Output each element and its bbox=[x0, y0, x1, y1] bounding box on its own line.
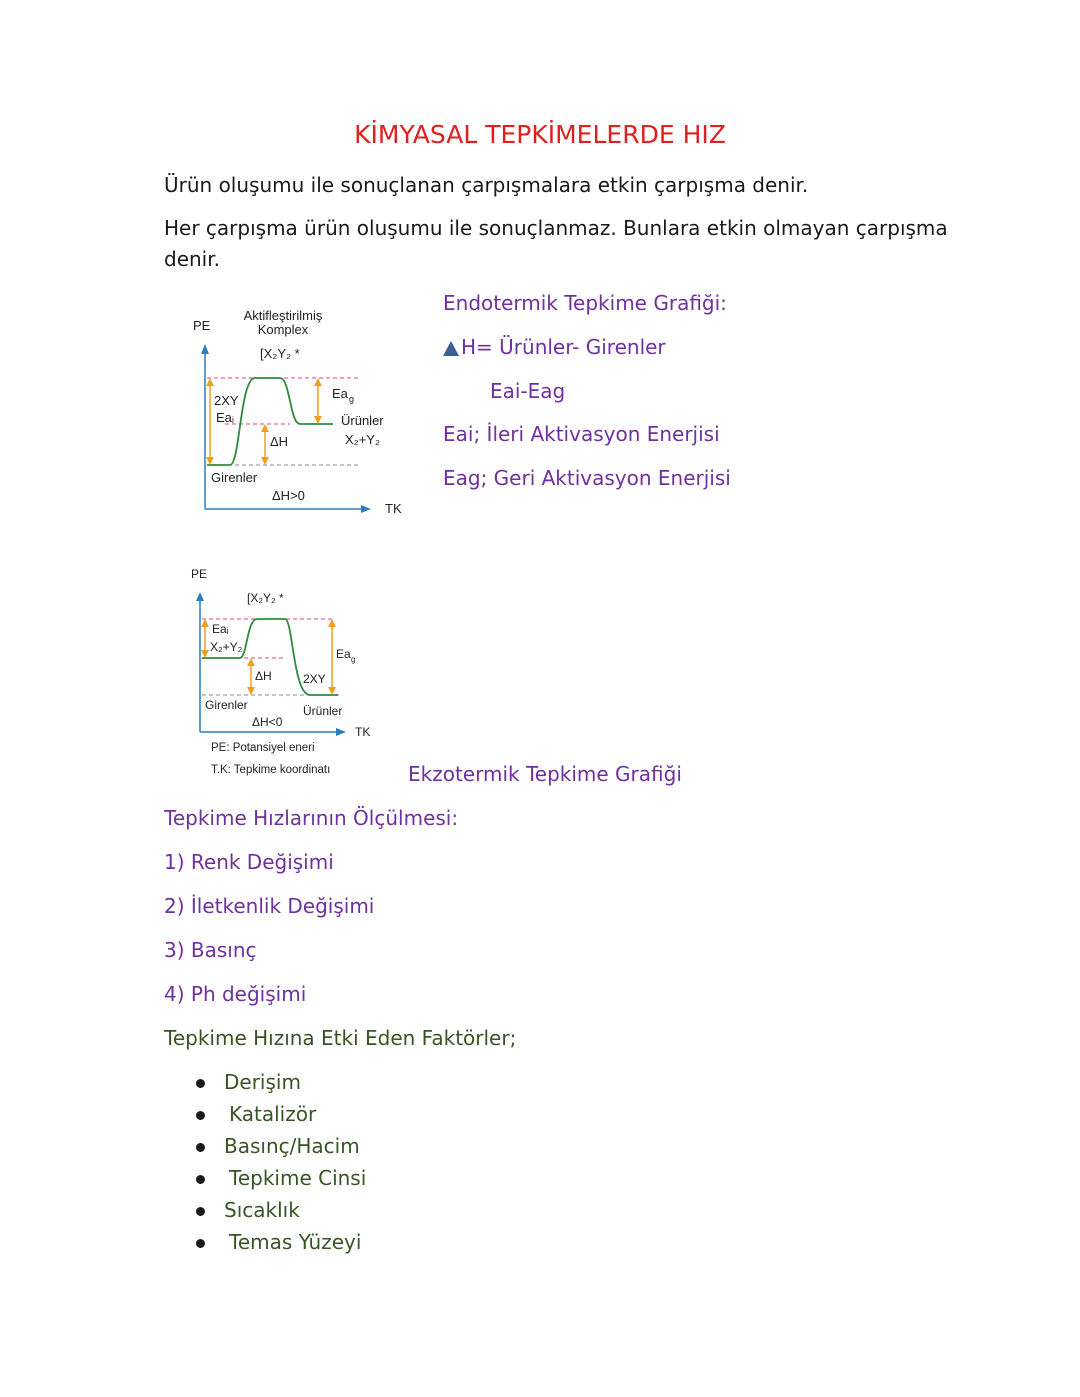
bullet-icon bbox=[196, 1175, 205, 1184]
paragraph-ineffective-line1: Her çarpışma ürün oluşumu ile sonuçlanmaz. Bunlara etkin olmayan çarpışma bbox=[164, 216, 948, 240]
label-dh-negative: ΔH<0 bbox=[252, 715, 283, 729]
pe-axis-label: PE bbox=[193, 318, 211, 333]
factor-item: Sıcaklık bbox=[224, 1198, 300, 1222]
label-ea-i: Eaᵢ bbox=[216, 410, 234, 425]
factor-item: Derişim bbox=[224, 1070, 301, 1094]
measure-heading: Tepkime Hızlarının Ölçülmesi: bbox=[164, 806, 459, 830]
endo-heading: Endotermik Tepkime Grafiği: bbox=[443, 291, 727, 315]
endothermic-diagram bbox=[185, 300, 425, 525]
label-girenler: Girenler bbox=[211, 470, 258, 485]
page-title: KİMYASAL TEPKİMELERDE HIZ bbox=[354, 120, 726, 149]
x-axis-arrow-icon bbox=[361, 505, 371, 513]
measure-item: 1) Renk Değişimi bbox=[164, 850, 334, 874]
svg-text:g: g bbox=[349, 394, 355, 404]
paragraph-effective-collision: Ürün oluşumu ile sonuçlanan çarpışmalara etkin çarpışma denir. bbox=[164, 173, 809, 197]
label-2xy: 2XY bbox=[214, 393, 239, 408]
label-ea-g: Ea bbox=[332, 386, 348, 401]
paragraph-ineffective-line2: denir. bbox=[164, 247, 220, 271]
complex-label-line1: Aktifleştirilmiş bbox=[243, 308, 323, 323]
factor-item: Tepkime Cinsi bbox=[229, 1166, 367, 1190]
label-urunler: Ürünler bbox=[341, 413, 384, 428]
label-delta-h: ΔH bbox=[270, 434, 289, 449]
y-axis-arrow-icon bbox=[196, 592, 204, 601]
svg-text:g: g bbox=[351, 655, 356, 664]
label-ea-i: Eaᵢ bbox=[212, 622, 229, 636]
label-urunler: Ürünler bbox=[303, 704, 343, 718]
label-girenler: Girenler bbox=[205, 698, 248, 712]
label-tk: TK bbox=[355, 725, 371, 739]
delta-triangle-icon bbox=[443, 341, 459, 356]
measure-item: 4) Ph değişimi bbox=[164, 982, 307, 1006]
bullet-icon bbox=[196, 1143, 205, 1152]
factors-heading: Tepkime Hızına Etki Eden Faktörler; bbox=[164, 1026, 517, 1050]
endo-delta-h: H= Ürünler- Girenler bbox=[443, 335, 666, 359]
legend-pe: PE: Potansiyel eneri bbox=[211, 742, 315, 754]
legend-tk: T.K: Tepkime koordinatı bbox=[211, 764, 331, 776]
bullet-icon bbox=[196, 1079, 205, 1088]
label-ea-g: Ea bbox=[336, 647, 351, 661]
pe-axis-label: PE bbox=[191, 567, 208, 581]
endo-eai: Eai; İleri Aktivasyon Enerjisi bbox=[443, 422, 720, 446]
factor-item: Katalizör bbox=[229, 1102, 317, 1126]
measure-item: 2) İletkenlik Değişimi bbox=[164, 894, 375, 918]
label-tk: TK bbox=[385, 501, 402, 516]
exo-heading: Ekzotermik Tepkime Grafiği bbox=[408, 762, 682, 786]
complex-label-line2: Komplex bbox=[257, 322, 309, 337]
measure-item: 3) Basınç bbox=[164, 938, 257, 962]
label-delta-h: ΔH bbox=[255, 669, 272, 683]
exothermic-diagram bbox=[185, 560, 385, 785]
factor-item: Basınç/Hacim bbox=[224, 1134, 360, 1158]
bullet-icon bbox=[196, 1239, 205, 1248]
label-dh-positive: ΔH>0 bbox=[272, 488, 305, 503]
label-x2y2: X₂+Y₂ bbox=[345, 432, 381, 447]
complex-formula: [X₂Y₂ * bbox=[247, 591, 284, 605]
bullet-icon bbox=[196, 1111, 205, 1120]
complex-formula: [X₂Y₂ * bbox=[260, 346, 300, 361]
factor-item: Temas Yüzeyi bbox=[229, 1230, 362, 1254]
endo-eag: Eag; Geri Aktivasyon Enerjisi bbox=[443, 466, 731, 490]
endo-eai-eag: Eai-Eag bbox=[490, 379, 566, 403]
label-x2y2: X₂+Y₂ bbox=[210, 640, 243, 654]
bullet-icon bbox=[196, 1207, 205, 1216]
y-axis-arrow-icon bbox=[201, 344, 209, 354]
label-2xy: 2XY bbox=[303, 672, 326, 686]
x-axis-arrow-icon bbox=[336, 728, 346, 736]
